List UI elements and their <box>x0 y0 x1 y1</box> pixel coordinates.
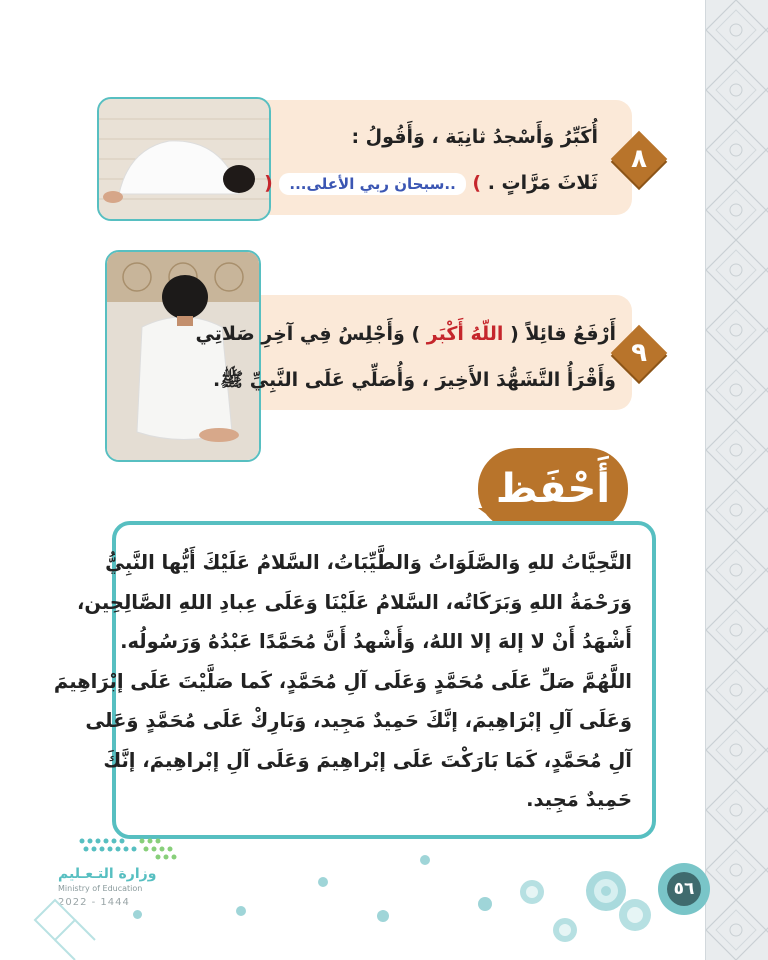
tashahhud-text-box <box>53 521 656 839</box>
step-9-line-2 <box>213 368 616 396</box>
corner-geometric-icon <box>25 880 105 960</box>
step-9-text-end: ) وَأَجْلِسُ فِي آخِرِ صَلاتِي <box>195 323 421 345</box>
tashahhud-line-7: حَمِيدٌ مَجِيد. <box>526 788 632 811</box>
tashahhud-line-4: اللَّهُمَّ صَلِّ عَلَى مُحَمَّدٍ وَعَلَى آلِ مُحَمَّدٍ، كَما صَلَّيْتَ عَلَى إبْرَاهِيمَ <box>53 669 632 693</box>
ministry-logo-icon <box>72 833 182 865</box>
ministry-name-ar: وزارة التـعـليم <box>58 866 157 882</box>
memorize-bubble <box>478 448 628 530</box>
decorative-dot <box>133 910 142 919</box>
step-9-photo-sitting <box>105 250 261 462</box>
step-8-photo-prostration <box>97 97 271 221</box>
step-8-tasbih-pill: ..سبحان ربي الأعلى... <box>279 173 465 195</box>
tashahhud-line-2: وَرَحْمَةُ اللهِ وَبَرَكَاتُه، السَّلامُ عَلَيْنَا وَعَلَى عِبادِ اللهِ الصَّالِحِين، <box>76 590 632 614</box>
step-8-line-2 <box>264 172 598 195</box>
step-8-number: ٨ <box>631 144 647 174</box>
step-9-number-badge <box>611 325 668 382</box>
step-8-line-1 <box>351 126 598 148</box>
step-8-text-rest: ثَلاثَ مَرَّاتٍ . <box>487 172 598 194</box>
decorative-dot <box>377 910 389 922</box>
step-8-paren-open: ( <box>264 172 273 194</box>
decorative-dot <box>478 897 492 911</box>
edition-year: 2022 - 1444 <box>58 897 130 908</box>
decorative-dot <box>236 906 246 916</box>
step-8-paren-close: ) <box>472 172 482 194</box>
decorative-flower-icon <box>551 916 579 944</box>
tashahhud-line-6: آلِ مُحَمَّدٍ، كَمَا بَارَكْتَ عَلَى إبْراهِيمَ وَعَلَى آلِ إبْراهِيمَ، إنَّكَ <box>103 748 632 772</box>
step-9-number: ٩ <box>631 338 647 368</box>
decorative-pattern-strip <box>705 0 768 960</box>
page-number: ٥٦ <box>667 872 701 906</box>
step-9-text-start: أَرْفَعُ قائِلاً ( <box>510 323 616 345</box>
page-number-badge <box>658 863 710 915</box>
step-8-text-1: أُكَبِّرُ وَأَسْجدُ ثانِيَة ، وَأَقُولُ : <box>351 126 598 148</box>
step-8-card <box>240 100 632 215</box>
tashahhud-line-5: وَعَلَى آلِ إبْرَاهِيمَ، إنَّكَ حَمِيدٌ مَجِيد، وَبَارِكْ عَلَى مُحَمَّدٍ وَعَلى <box>85 709 632 732</box>
ministry-name-en: Ministry of Education <box>58 884 143 893</box>
memorize-label: أَحْفَظ <box>495 466 611 512</box>
decorative-flower-icon <box>518 878 546 906</box>
step-8-number-badge <box>611 131 668 188</box>
step-9-takbir: اللّهُ أَكْبَر <box>426 323 504 345</box>
decorative-dot <box>420 855 430 865</box>
tashahhud-line-1: التَّحِيَّاتُ للهِ وَالصَّلَوَاتُ وَالطَّيِّبَاتُ، السَّلامُ عَلَيْكَ أَيُّها النَّبِيُّ <box>105 551 632 574</box>
step-9-line-1 <box>196 323 616 345</box>
tashahhud-line-3: أَشْهَدُ أَنْ لا إلهَ إلا اللهُ، وَأَشْهدُ أَنَّ مُحَمَّدًا عَبْدُهُ وَرَسُولُه. <box>120 630 632 653</box>
decorative-dot <box>318 877 328 887</box>
decorative-flower-icon <box>618 898 652 932</box>
step-9-text-2: وَأَقْرَأُ التَّشَهُّدَ الأَخِيرَ ، وَأُصَلِّي عَلَى النَّبِيِّ ﷺ. <box>213 369 616 391</box>
